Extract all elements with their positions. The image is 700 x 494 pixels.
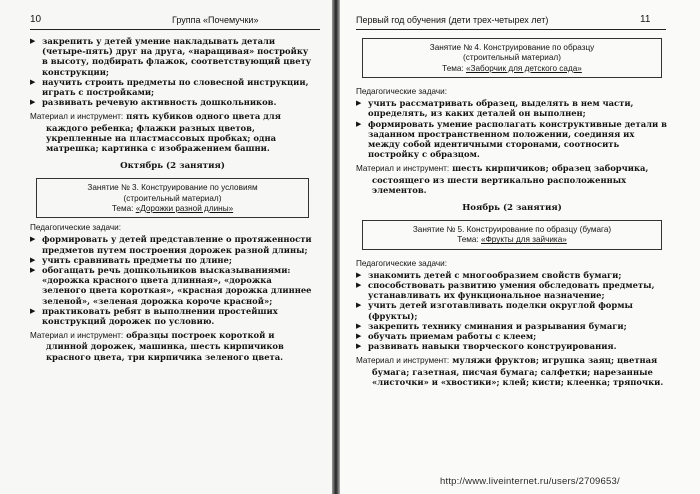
tasks-heading: Педагогические задачи: <box>356 87 447 97</box>
lesson-box <box>362 38 662 78</box>
left-running-title: Группа «Почемучки» <box>172 15 259 25</box>
list-item: ▶ знакомить детей с многообразием свойств бумаги; <box>356 269 622 280</box>
right-head-rule <box>356 29 666 30</box>
lesson-box <box>362 220 662 250</box>
tasks-heading: Педагогические задачи: <box>356 258 447 268</box>
month-heading: Ноябрь (2 занятия) <box>462 203 562 214</box>
list-item: ▶ развивать речевую активность дошкольников. <box>30 97 277 108</box>
lesson-theme: Тема: «Фрукты для зайчика» <box>457 235 567 245</box>
book-gutter <box>332 0 340 494</box>
lesson-theme: Тема: «Заборчик для детского сада» <box>442 63 582 73</box>
left-page-number: 10 <box>30 14 42 25</box>
watermark-url[interactable]: http://www.liveinternet.ru/users/2709653/ <box>440 476 620 487</box>
materials-paragraph: Материал и инструмент: шесть кирпичиков; образец заборчика, состоящего из шести вертикально расположенных элементов. <box>356 163 649 195</box>
left-body <box>30 36 315 362</box>
list-item: ▶ научить строить предметы по словесной инструкции, играть с постройками; <box>30 76 309 98</box>
list-item: ▶ закрепить технику сминания и разрывания бумаги; <box>356 320 627 331</box>
lesson-title: Занятие № 3. Конструирование по условиям <box>87 183 258 193</box>
bullet-arrow-icon: ▶ <box>30 266 36 275</box>
right-body <box>356 38 668 387</box>
list-item: ▶ обогащать речь дошкольников высказываниями: «дорожка красного цвета длинная», «дорожка зеленого цвета короткая», «красная дорожка длиннее зеленой», «зеленая дорожка короче красной»; <box>30 265 312 306</box>
bullet-arrow-icon: ▶ <box>30 37 36 45</box>
right-page <box>340 0 700 494</box>
list-item: ▶ закрепить у детей умение накладывать детали (четыре-пять) друг на друга, «наращивая» постройку в высоту, подбирать флажок, соответствующий цвету конструкции; <box>30 36 312 77</box>
left-page <box>0 0 332 494</box>
right-running-title: Первый год обучения (дети трех-четырех лет) <box>356 15 549 25</box>
left-running-head <box>0 14 332 28</box>
materials-paragraph: Материал и инструмент: пять кубиков одного цвета для каждого ребенка; флажки разных цветов, укрепленные на пластмассовых пробках; одна матрешка; картинка с изображением башни. <box>30 111 281 154</box>
list-item: ▶ учить детей изготавливать поделки округлой формы (фрукты); <box>356 300 633 321</box>
left-top-list <box>30 36 315 107</box>
bullet-arrow-icon: ▶ <box>356 301 362 310</box>
bullet-arrow-icon: ▶ <box>356 332 362 341</box>
bullet-arrow-icon: ▶ <box>30 306 36 315</box>
bullet-arrow-icon: ▶ <box>30 235 36 244</box>
tasks-heading: Педагогические задачи: <box>30 223 121 233</box>
materials-paragraph: Материал и инструмент: муляжи фруктов; игрушка заяц; цветная бумага; газетная, писчая бумага; салфетки; нарезанные «листочки» и «хвостики»; клей; кисти; клеенка; тряпочки. <box>356 355 664 387</box>
lesson-subtitle: (строительный материал) <box>463 53 561 63</box>
bullet-arrow-icon: ▶ <box>356 281 362 290</box>
bullet-arrow-icon: ▶ <box>356 99 362 108</box>
lesson-box <box>36 178 309 218</box>
list-item: ▶ практиковать ребят в выполнении простейших конструкций дорожек по условию. <box>30 305 278 327</box>
list-item: ▶ учить рассматривать образец, выделять в нем части, определять, из каких деталей он выполнен; <box>356 98 634 119</box>
left-head-rule <box>30 29 320 30</box>
list-item: ▶ учить сравнивать предметы по длине; <box>30 254 232 265</box>
list-item: ▶ развивать навыки творческого конструирования. <box>356 341 617 352</box>
bullet-arrow-icon: ▶ <box>30 98 36 107</box>
bullet-arrow-icon: ▶ <box>356 342 362 351</box>
bullet-arrow-icon: ▶ <box>30 77 36 86</box>
bullet-arrow-icon: ▶ <box>356 119 362 128</box>
right-running-head <box>340 14 700 28</box>
tasks-list <box>30 234 315 326</box>
lesson-theme: Тема: «Дорожки разной длины» <box>111 204 234 214</box>
lesson-subtitle: (строительный материал) <box>123 193 222 203</box>
list-item: ▶ способствовать развитию умения обследовать предметы, устанавливать их функциональное назначение; <box>356 280 655 301</box>
tasks-list <box>356 98 668 159</box>
month-heading: Октябрь (2 занятия) <box>120 161 225 172</box>
bullet-arrow-icon: ▶ <box>356 270 362 279</box>
lesson-title: Занятие № 4. Конструирование по образцу <box>429 43 595 52</box>
bullet-arrow-icon: ▶ <box>30 255 36 264</box>
bullet-arrow-icon: ▶ <box>356 321 362 330</box>
materials-paragraph: Материал и инструмент: образцы построек короткой и длинной дорожек, машинка, шесть кирпичиков красного цвета, три кирпичика зеленого цвета. <box>30 330 284 362</box>
tasks-list <box>356 270 668 352</box>
right-page-number: 11 <box>640 14 651 25</box>
lesson-title: Занятие № 5. Конструирование по образцу (бумага) <box>412 225 612 235</box>
list-item: ▶ формировать у детей представление о протяженности предметов путем построения дорожек разной длины; <box>30 234 312 255</box>
list-item: ▶ обучать приемам работы с клеем; <box>356 331 537 342</box>
list-item: ▶ формировать умение располагать конструктивные детали в заданном пространственном положении, соединяя их между собой идентичными сторонами, соотносить постройку с образцом. <box>356 118 667 160</box>
